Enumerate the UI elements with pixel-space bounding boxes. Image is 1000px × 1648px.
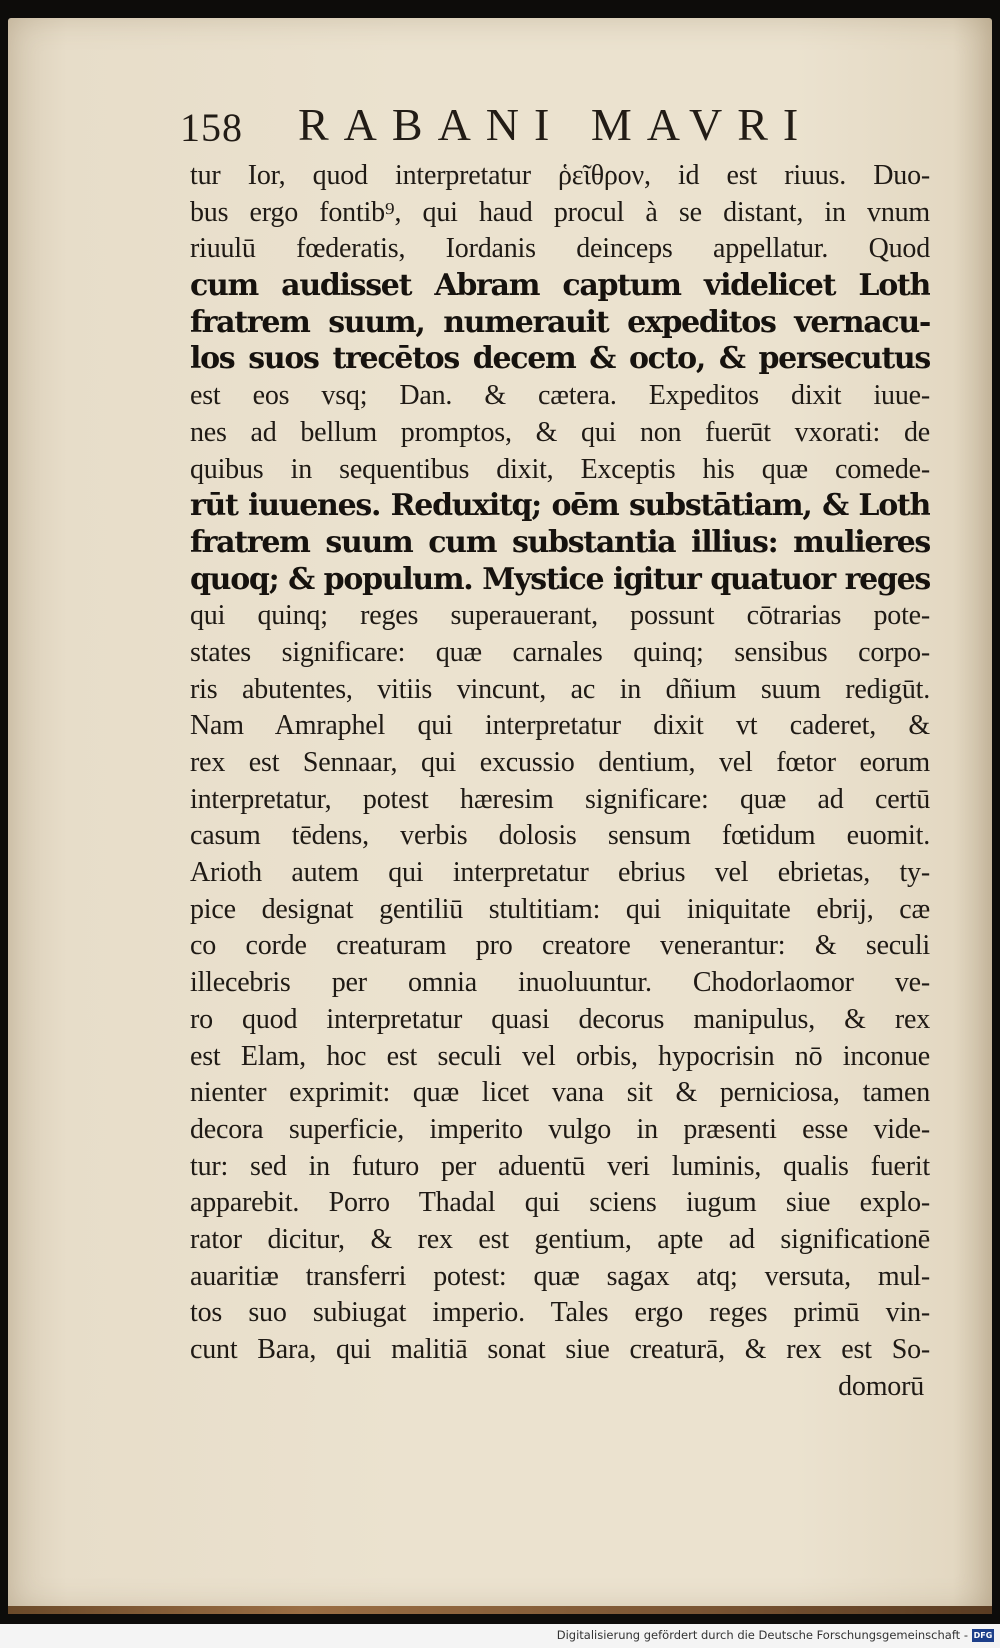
text-line: interpretatur, potest hæresim significare: quæ ad certū — [190, 783, 930, 815]
catchword: domorū — [838, 1370, 924, 1402]
text-line: decora superficie, imperito vulgo in præsenti esse vide- — [190, 1113, 930, 1145]
text-line: co corde creaturam pro creatore venerantur: & seculi — [190, 930, 930, 962]
text-line: tur: sed in futuro per aduentū veri luminis, qualis fuerit — [190, 1150, 930, 1182]
text-line: pice designat gentiliū stultitiam: qui iniquitate ebrij, cæ — [190, 893, 930, 925]
text-line: est eos vsq; Dan. & cætera. Expeditos dixit iuue- — [190, 380, 930, 412]
text-line: tur Ior, quod interpretatur ῥεῖθρον, id est riuus. Duo- — [190, 160, 930, 191]
text-line: cum audisset Abram captum videlicet Loth — [190, 268, 930, 304]
text-line: Nam Amraphel qui interpretatur dixit vt caderet, & — [190, 710, 930, 742]
text-line: bus ergo fontib⁹, qui haud procul à se distant, in vnum — [190, 196, 930, 228]
text-line: states significare: quæ carnales quinq; sensibus corpo- — [190, 636, 930, 668]
text-line: auaritiæ transferri potest: quæ sagax atq; versuta, mul- — [190, 1260, 930, 1292]
page-number: 158 — [180, 105, 243, 150]
running-head: RABANI MAVRI — [298, 99, 814, 150]
text-line: Arioth autem qui interpretatur ebrius vel ebrietas, ty- — [190, 857, 930, 889]
text-line: qui quinq; reges superauerant, possunt cōtrarias pote- — [190, 600, 930, 632]
text-line: los suos trecētos decem & octo, & persecutus — [190, 341, 930, 377]
text-line: casum tēdens, verbis dolosis sensum fœtidum euomit. — [190, 820, 930, 852]
text-line: nes ad bellum promptos, & qui non fuerūt vxorati: de — [190, 416, 930, 448]
text-line: illecebris per omnia inuoluuntur. Chodorlaomor ve- — [190, 967, 930, 999]
text-line: ro quod interpretatur quasi decorus manipulus, & rex — [190, 1003, 930, 1035]
text-line: fratrem suum, numerauit expeditos vernacu- — [190, 304, 930, 340]
text-line: cunt Bara, qui malitiā sonat siue creaturā, & rex est So- — [190, 1334, 930, 1365]
text-line: tos suo subiugat imperio. Tales ergo reges primū vin- — [190, 1297, 930, 1329]
body-text — [190, 158, 930, 1405]
text-line: ris abutentes, vitiis vincunt, ac in dñium suum redigūt. — [190, 673, 930, 705]
text-line: riuulū fœderatis, Iordanis deinceps appellatur. Quod — [190, 233, 930, 265]
dfg-logo: DFG — [973, 1631, 993, 1640]
page-edge — [8, 1606, 992, 1614]
funding-footer — [0, 1624, 1000, 1648]
text-line: apparebit. Porro Thadal qui sciens iugum siue explo- — [190, 1187, 930, 1219]
text-line: quoq; & populum. Mystice igitur quatuor reges — [190, 561, 930, 597]
text-line: fratrem suum cum substantia illius: mulieres — [190, 524, 930, 560]
text-line: quibus in sequentibus dixit, Exceptis his quæ comede- — [190, 453, 930, 485]
text-line: est Elam, hoc est seculi vel orbis, hypocrisin nō inconue — [190, 1040, 930, 1072]
text-line: rūt iuuenes. Reduxitq; oēm substātiam, & Loth — [190, 488, 930, 524]
text-line: rex est Sennaar, qui excussio dentium, vel fœtor eorum — [190, 747, 930, 778]
text-line: rator dicitur, & rex est gentium, apte ad significationē — [190, 1223, 930, 1255]
text-line: nienter exprimit: quæ licet vana sit & perniciosa, tamen — [190, 1077, 930, 1109]
funding-note: Digitalisierung gefördert durch die Deutsche Forschungsgemeinschaft - — [556, 1628, 968, 1642]
